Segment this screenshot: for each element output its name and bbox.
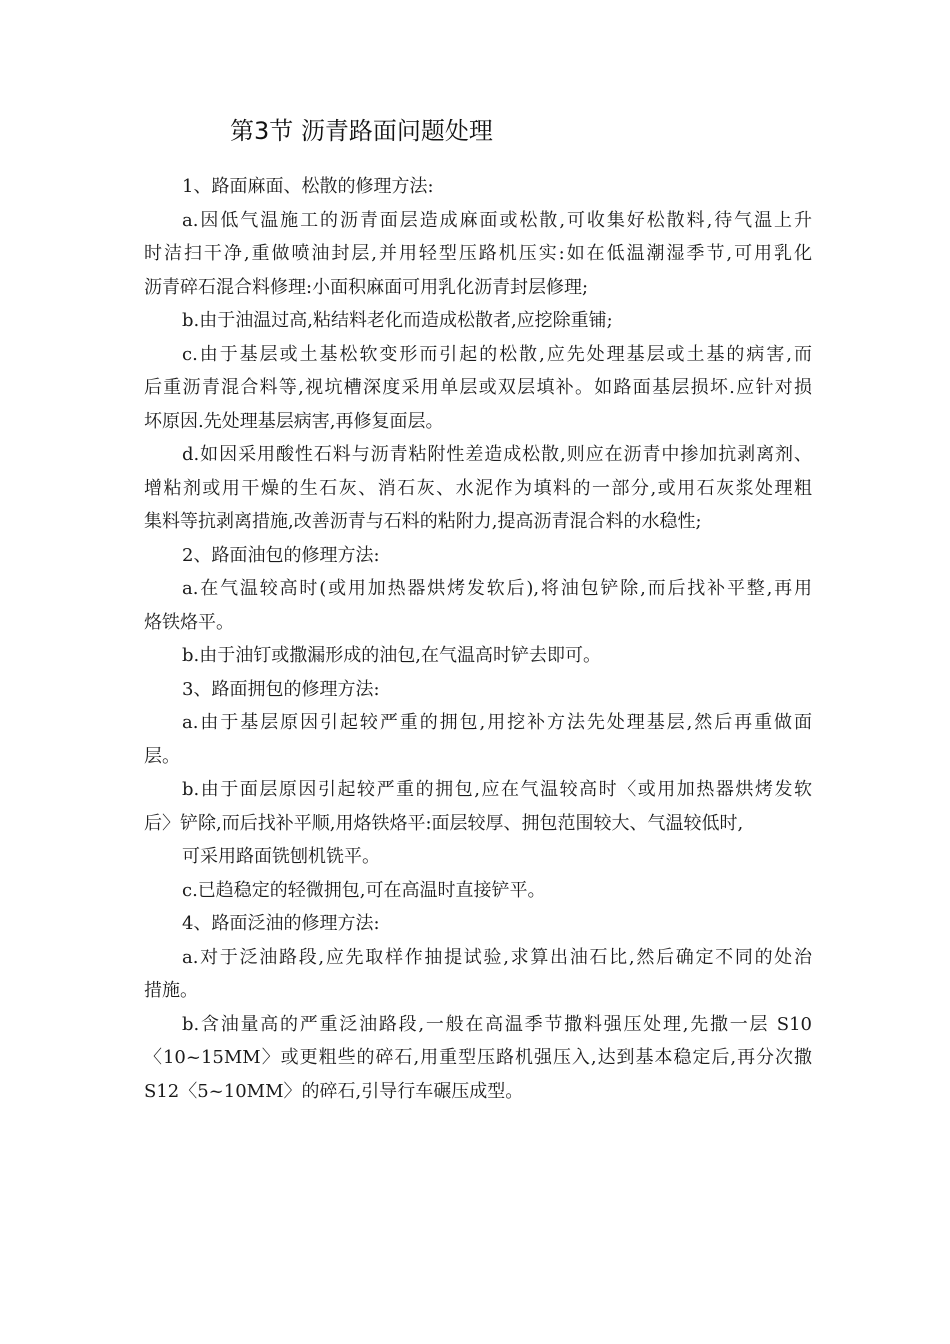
paragraph-line: 沥青碎石混合料修理:小面积麻面可用乳化沥青封层修理;	[144, 276, 589, 298]
paragraph-line: 〈10~15MM〉或更粗些的碎石,用重型压路机强压入,达到基本稳定后,再分次撒	[144, 1047, 812, 1068]
paragraph-line: 后重沥青混合料等,视坑槽深度采用单层或双层填补。如路面基层损坏.应针对损	[144, 377, 812, 398]
heading-3: 3、路面拥包的修理方法:	[182, 678, 380, 700]
paragraph-line: 增粘剂或用干燥的生石灰、消石灰、水泥作为填料的一部分,或用石灰浆处理粗	[144, 477, 812, 499]
heading-2: 2、路面油包的修理方法:	[182, 544, 380, 566]
paragraph-line: a.对于泛油路段,应先取样作抽提试验,求算出油石比,然后确定不同的处治	[182, 946, 812, 968]
heading-1: 1、路面麻面、松散的修理方法:	[182, 176, 434, 197]
section-title: 第3节 沥青路面问题处理	[230, 117, 493, 145]
paragraph-line: S12〈5~10MM〉的碎石,引导行车碾压成型。	[144, 1080, 524, 1102]
paragraph-line: b.由于油温过高,粘结料老化而造成松散者,应挖除重铺;	[182, 310, 613, 331]
paragraph-line: 措施。	[144, 980, 198, 1001]
paragraph-line: b.含油量高的严重泛油路段,一般在高温季节撒料强压处理,先撒一层 S10	[182, 1013, 812, 1035]
paragraph-line: a.在气温较高时(或用加热器烘烤发软后),将油包铲除,而后找补平整,再用	[182, 578, 812, 599]
paragraph-line: 集料等抗剥离措施,改善沥青与石料的粘附力,提高沥青混合料的水稳性;	[144, 511, 702, 532]
document-body	[144, 170, 812, 1108]
paragraph-line: b.由于面层原因引起较严重的拥包,应在气温较高时〈或用加热器烘烤发软	[182, 779, 812, 800]
paragraph-line: a.因低气温施工的沥青面层造成麻面或松散,可收集好松散料,待气温上升	[182, 209, 812, 231]
paragraph-line: c.已趋稳定的轻微拥包,可在高温时直接铲平。	[182, 879, 546, 901]
paragraph-line: a.由于基层原因引起较严重的拥包,用挖补方法先处理基层,然后再重做面	[182, 712, 812, 733]
paragraph-line: 后〉铲除,而后找补平顺,用烙铁烙平:面层较厚、拥包范围较大、气温较低时,	[144, 812, 744, 834]
paragraph-line: 坏原因.先处理基层病害,再修复面层。	[144, 410, 444, 432]
paragraph-line: 烙铁烙平。	[144, 611, 234, 633]
paragraph-line: 时洁扫干净,重做喷油封层,并用轻型压路机压实:如在低温潮湿季节,可用乳化	[144, 243, 812, 264]
paragraph-line: b.由于油钉或撒漏形成的油包,在气温高时铲去即可。	[182, 645, 601, 666]
heading-4: 4、路面泛油的修理方法:	[182, 913, 380, 934]
paragraph-line: d.如因采用酸性石料与沥青粘附性差造成松散,则应在沥青中掺加抗剥离剂、	[182, 444, 812, 465]
paragraph-line: 可采用路面铣刨机铣平。	[182, 846, 380, 867]
paragraph-line: 层。	[144, 745, 180, 767]
paragraph-line: c.由于基层或土基松软变形而引起的松散,应先处理基层或土基的病害,而	[182, 343, 812, 365]
